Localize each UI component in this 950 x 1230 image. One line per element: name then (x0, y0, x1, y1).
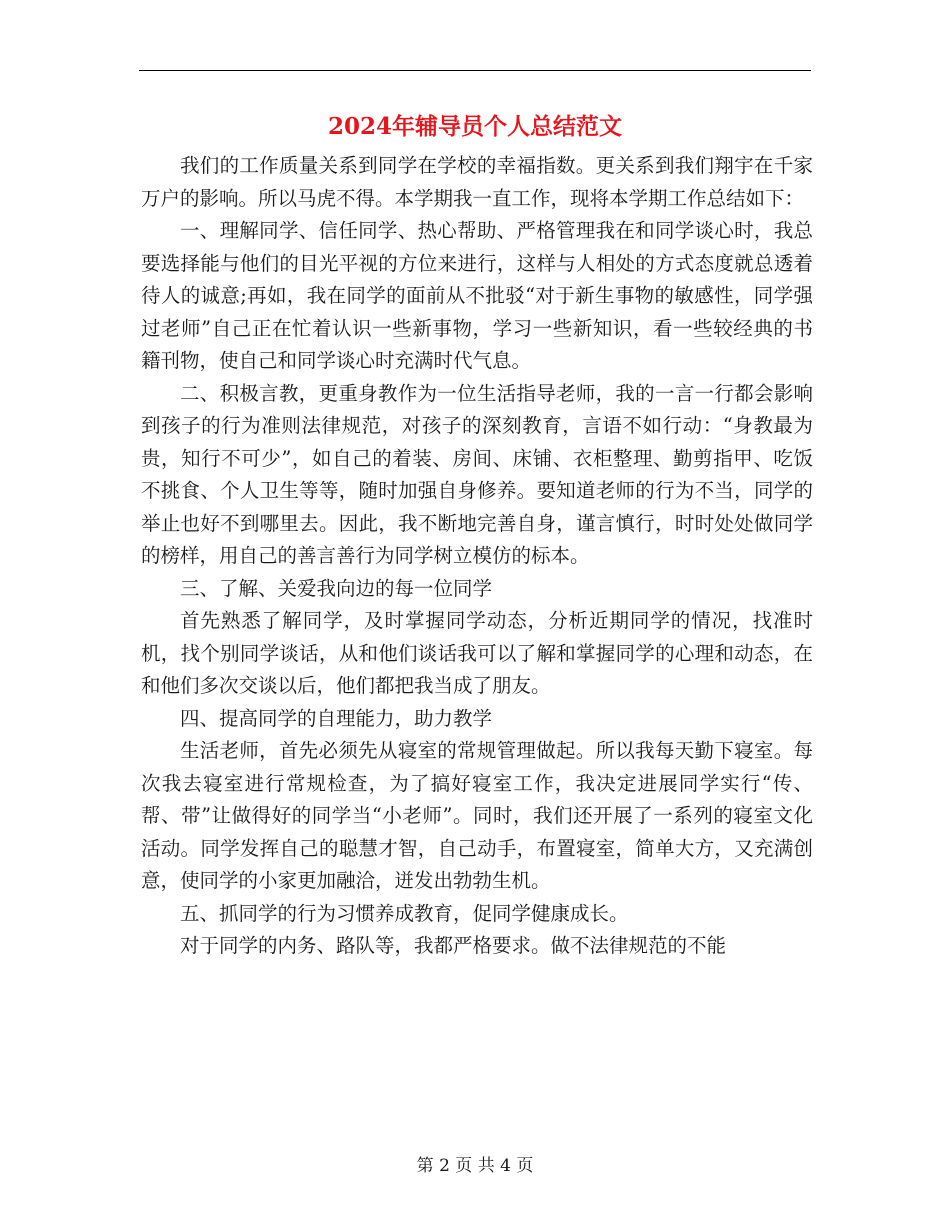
paragraph-section-2: 二、积极言教，更重身教作为一位生活指导老师，我的一言一行都会影响到孩子的行为准则法律规范，对孩子的深刻教育，言语不如行动：“身教最为贵，知行不可少”，如自己的着装、房间、床铺、衣柜整理、勤剪指甲、吃饭不挑食、个人卫生等等，随时加强自身修养。要知道老师的行为不当，同学的举止也好不到哪里去。因此，我不断地完善自身，谨言慎行，时时处处做同学的榜样，用自己的善言善行为同学树立模仿的标本。 (141, 381, 813, 567)
paragraph-section-3: 首先熟悉了解同学，及时掌握同学动态，分析近期同学的情况，找准时机，找个别同学谈话，从和他们谈话我可以了解和掌握同学的心理和动态，在和他们多次交谈以后，他们都把我当成了朋友。 (141, 609, 813, 697)
heading-section-4: 四、提高同学的自理能力，助力教学 (180, 706, 493, 730)
paragraph-section-5: 对于同学的内务、路队等，我都严格要求。做不法律规范的不能 (180, 934, 727, 957)
document-body (141, 150, 813, 963)
heading-section-3: 三、了解、关爱我向边的每一位同学 (180, 576, 493, 600)
paragraph-section-4: 生活老师，首先必须先从寝室的常规管理做起。所以我每天勤下寝室。每次我去寝室进行常规检查，为了搞好寝室工作，我决定进展同学实行“传、帮、带”让做得好的同学当“小老师”。同时，我们还开展了一系列的寝室文化活动。同学发挥自己的聪慧才智，自己动手，布置寝室，简单大方，又充满创意，使同学的小家更加融洽，迸发出勃勃生机。 (141, 739, 813, 892)
heading-section-5: 五、抓同学的行为习惯养成教育，促同学健康成长。 (180, 901, 629, 925)
paragraph-section-1: 一、理解同学、信任同学、热心帮助、严格管理我在和同学谈心时，我总要选择能与他们的目光平视的方位来进行，这样与人相处的方式态度就总透着待人的诚意;再如，我在同学的面前从不批驳“对于新生事物的敏感性，同学强过老师”自己正在忙着认识一些新事物，学习一些新知识，看一些较经典的书籍刊物，使自己和同学谈心时充满时代气息。 (141, 219, 813, 372)
page-number-footer: 第 2 页 共 4 页 (416, 1156, 534, 1176)
paragraph-intro: 我们的工作质量关系到同学在学校的幸福指数。更关系到我们翔宇在千家万户的影响。所以马虎不得。本学期我一直工作，现将本学期工作总结如下： (141, 154, 813, 210)
document-title: 2024年辅导员个人总结范文 (327, 113, 622, 140)
header-rule (139, 70, 811, 71)
